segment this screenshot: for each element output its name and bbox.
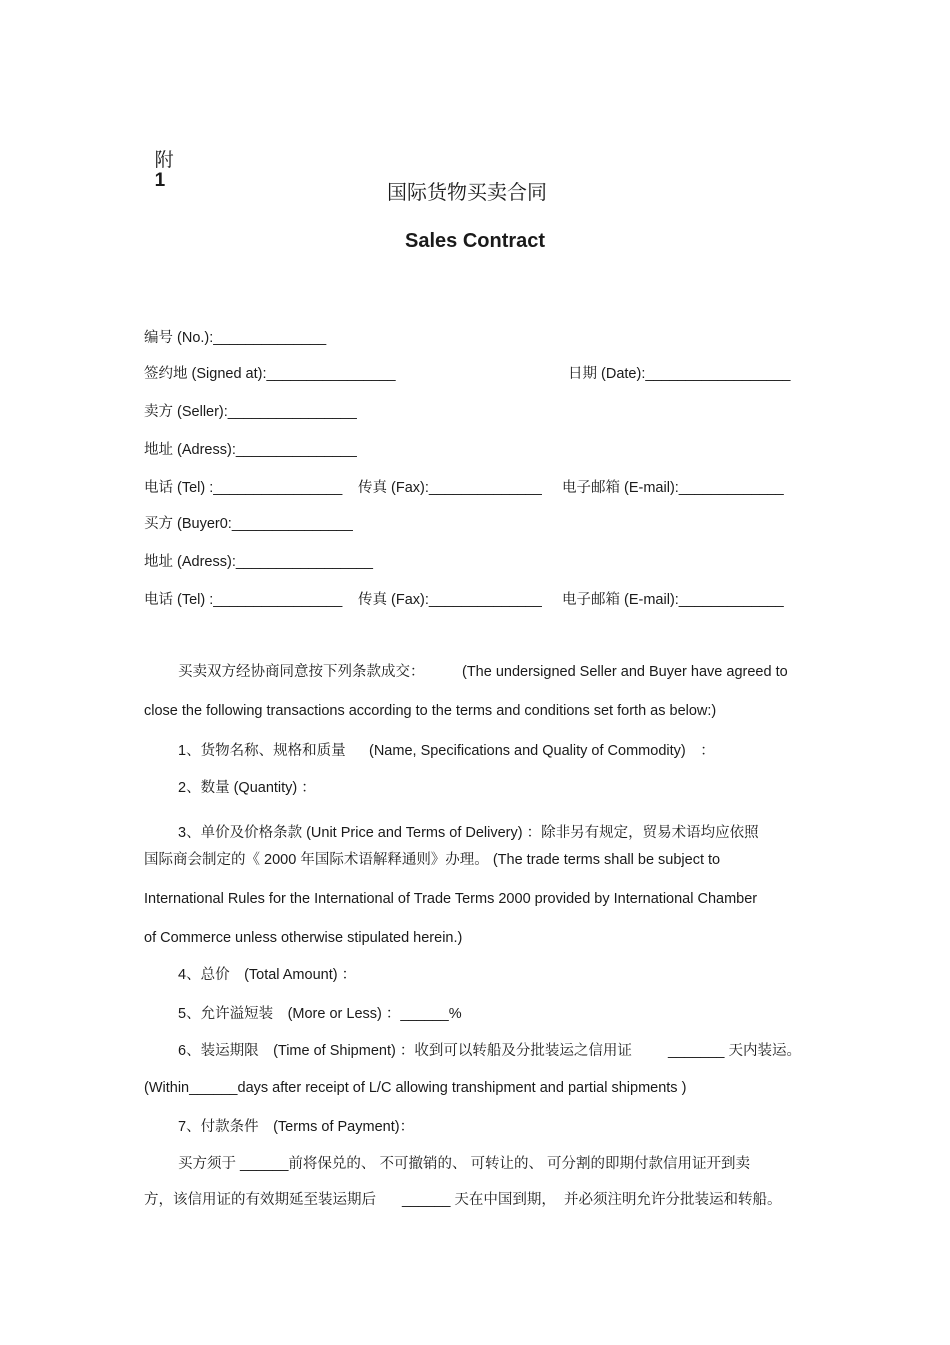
clause-1-en: (Name, Specifications and Quality of Commodity) ： — [369, 743, 715, 759]
clause-4: 4、总价 (Total Amount) ： — [178, 967, 357, 983]
seller-tel-field: 电话 (Tel) :________________ — [144, 480, 343, 496]
title-english: Sales Contract — [405, 230, 546, 252]
buyer-address-field: 地址 (Adress):_________________ — [144, 554, 373, 570]
seller-field: 卖方 (Seller):________________ — [144, 404, 357, 420]
annex-number: 1 — [154, 170, 166, 191]
payment-line-2-tail: ______ 天在中国到期， 并必须注明允许分批装运和转船。 — [402, 1192, 782, 1208]
clause-3-line-1: 3、单价及价格条款 (Unit Price and Terms of Delivery) ：除非另有规定，贸易术语均应依照 — [178, 825, 759, 841]
clause-2: 2、数量 (Quantity) ： — [178, 780, 316, 796]
clause-7: 7、付款条件 (Terms of Payment)： — [178, 1119, 415, 1135]
clause-6-line-2: (Within______days after receipt of L/C allowing transhipment and partial shipments ) — [144, 1080, 687, 1096]
annex-label-text: 附 — [154, 149, 174, 171]
clause-6-line-1: 6、装运期限 (Time of Shipment) ：收到可以转船及分批装运之信用证 — [178, 1043, 632, 1059]
seller-address-field: 地址 (Adress):_______________ — [144, 442, 357, 458]
payment-line-2: 方，该信用证的有效期延至装运期后 — [144, 1192, 376, 1208]
intro-line-2: close the following transactions according to the terms and conditions set forth as below:) — [144, 703, 717, 719]
clause-6-line-1-tail: _______ 天内装运。 — [668, 1043, 801, 1059]
date-field: 日期 (Date):__________________ — [568, 366, 791, 382]
seller-fax-field: 传真 (Fax):______________ — [358, 480, 542, 496]
buyer-tel-field: 电话 (Tel) :________________ — [144, 592, 343, 608]
buyer-email-field: 电子邮箱 (E-mail):_____________ — [562, 592, 784, 608]
intro-line-1-en: (The undersigned Seller and Buyer have agreed to — [462, 664, 788, 680]
clause-1-cn: 1、货物名称、规格和质量 — [178, 743, 346, 759]
title-chinese: 国际货物买卖合同 — [387, 180, 547, 204]
contract-number-field: 编号 (No.):______________ — [144, 330, 327, 346]
clause-3-line-3: International Rules for the International of Trade Terms 2000 provided by International Chamber — [144, 891, 758, 907]
buyer-field: 买方 (Buyer0:_______________ — [144, 516, 353, 532]
intro-line-1-cn: 买卖双方经协商同意按下列条款成交： — [178, 664, 425, 680]
annex-label — [144, 130, 174, 191]
buyer-fax-field: 传真 (Fax):______________ — [358, 592, 542, 608]
clause-5: 5、允许溢短装 (More or Less) ：______% — [178, 1006, 462, 1022]
seller-email-field: 电子邮箱 (E-mail):_____________ — [562, 480, 784, 496]
payment-line-1: 买方须于 ______前将保兑的、 不可撤销的、 可转让的、 可分割的即期付款信用证开到卖 — [178, 1156, 750, 1172]
clause-3-line-2: 国际商会制定的《 2000 年国际术语解释通则》办理。 (The trade terms shall be subject to — [144, 852, 721, 868]
signed-at-field: 签约地 (Signed at):________________ — [144, 366, 396, 382]
clause-3-line-4: of Commerce unless otherwise stipulated herein.) — [144, 930, 463, 946]
